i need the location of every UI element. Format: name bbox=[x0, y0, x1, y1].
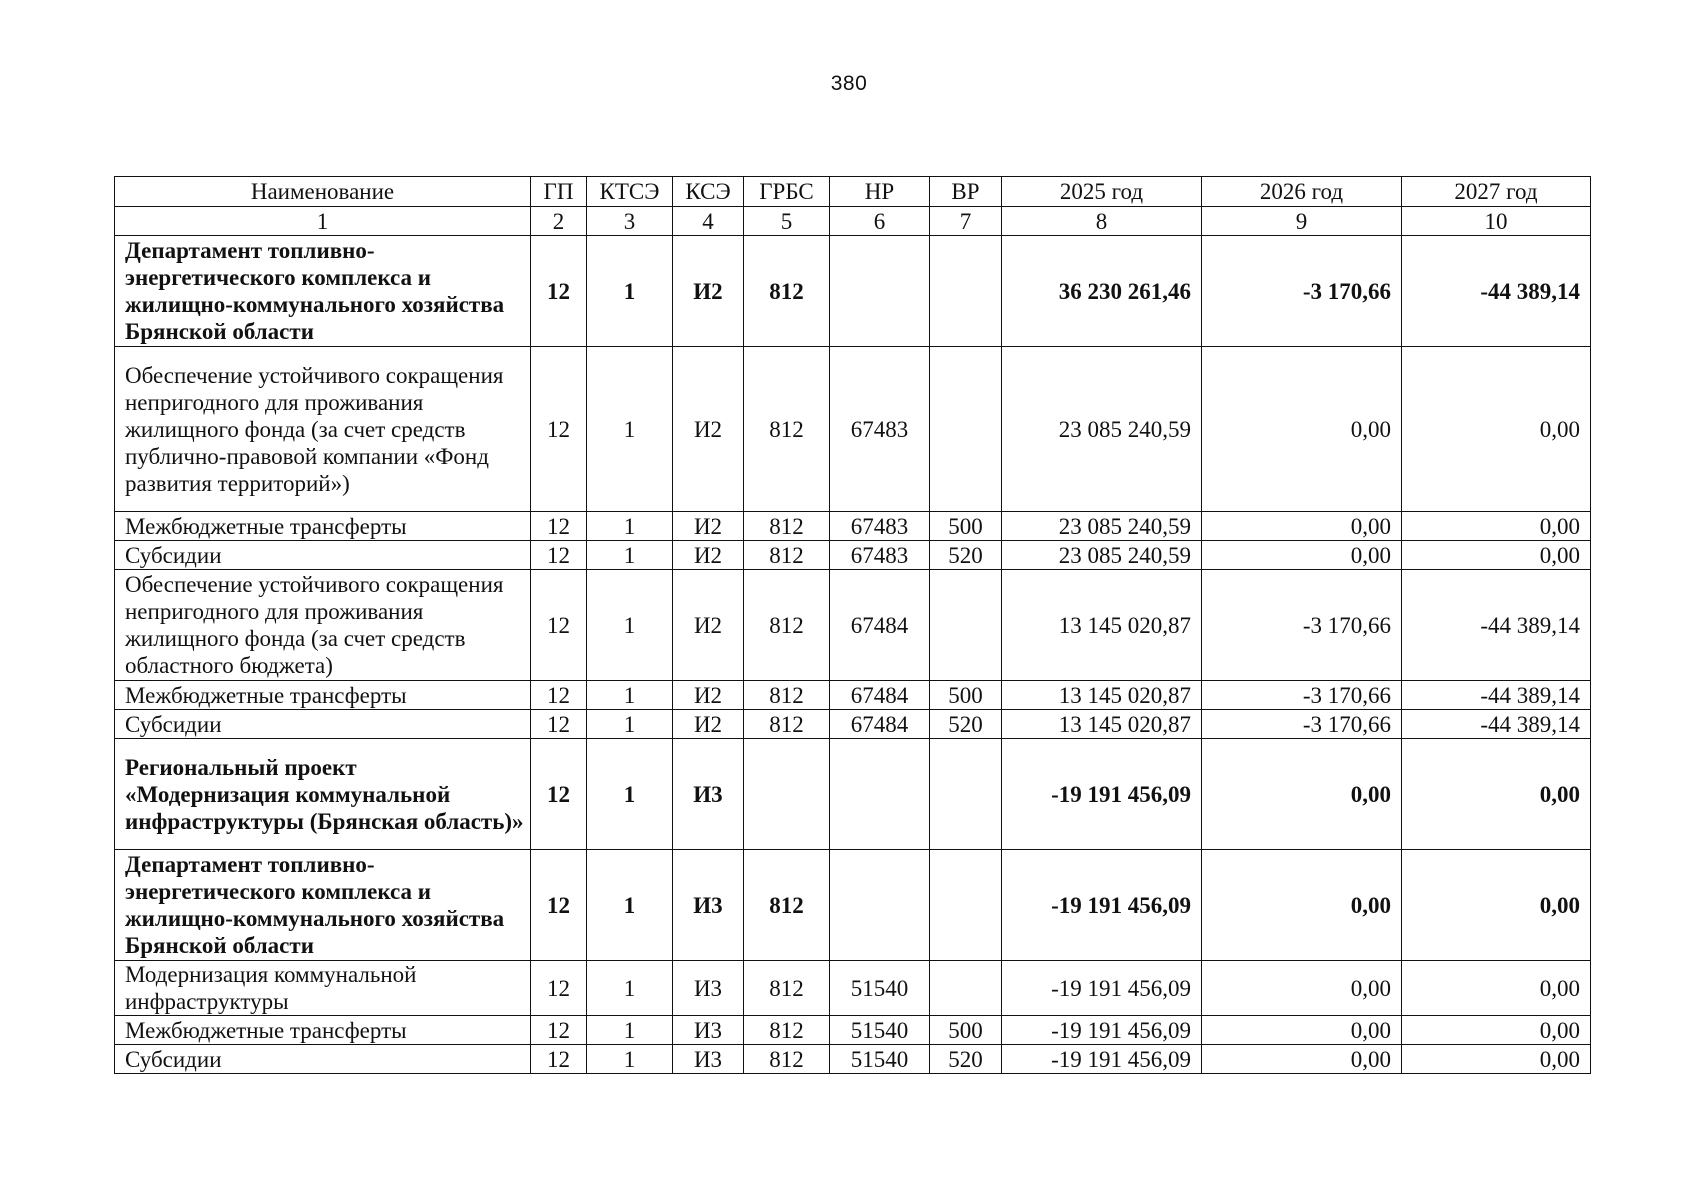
cell-name: Субсидии bbox=[115, 1045, 531, 1074]
cell-2025: 36 230 261,46 bbox=[1002, 236, 1202, 347]
column-number: 6 bbox=[830, 207, 930, 236]
column-number: 4 bbox=[673, 207, 744, 236]
column-number: 9 bbox=[1202, 207, 1402, 236]
cell-gp: 12 bbox=[531, 710, 587, 739]
table-row bbox=[115, 541, 1591, 570]
cell-2026: -3 170,66 bbox=[1202, 570, 1402, 681]
header-gp: ГП bbox=[531, 177, 587, 207]
cell-vr bbox=[930, 850, 1002, 961]
cell-nr: 67483 bbox=[830, 512, 930, 541]
column-number: 3 bbox=[587, 207, 673, 236]
cell-nr: 67484 bbox=[830, 570, 930, 681]
cell-name: Модернизация коммунальной инфраструктуры bbox=[115, 961, 531, 1016]
cell-2027: 0,00 bbox=[1402, 347, 1591, 512]
cell-2027: -44 389,14 bbox=[1402, 681, 1591, 710]
cell-2025: -19 191 456,09 bbox=[1002, 961, 1202, 1016]
column-number-row bbox=[115, 207, 1591, 236]
cell-ktse: 1 bbox=[587, 1016, 673, 1045]
cell-ktse: 1 bbox=[587, 570, 673, 681]
cell-vr bbox=[930, 739, 1002, 850]
cell-2027: 0,00 bbox=[1402, 961, 1591, 1016]
cell-2026: 0,00 bbox=[1202, 961, 1402, 1016]
cell-grbs: 812 bbox=[744, 1045, 830, 1074]
cell-gp: 12 bbox=[531, 512, 587, 541]
cell-2026: 0,00 bbox=[1202, 739, 1402, 850]
cell-name: Региональный проект «Модернизация коммунальной инфраструктуры (Брянская область)» bbox=[115, 739, 531, 850]
table-row bbox=[115, 347, 1591, 512]
cell-2027: -44 389,14 bbox=[1402, 570, 1591, 681]
cell-2025: 23 085 240,59 bbox=[1002, 541, 1202, 570]
table-row bbox=[115, 1045, 1591, 1074]
cell-grbs: 812 bbox=[744, 710, 830, 739]
cell-grbs: 812 bbox=[744, 570, 830, 681]
cell-kse: И3 bbox=[673, 739, 744, 850]
cell-ktse: 1 bbox=[587, 681, 673, 710]
header-nr: НР bbox=[830, 177, 930, 207]
cell-vr: 500 bbox=[930, 681, 1002, 710]
cell-nr: 67483 bbox=[830, 347, 930, 512]
cell-ktse: 1 bbox=[587, 961, 673, 1016]
cell-nr: 51540 bbox=[830, 961, 930, 1016]
cell-gp: 12 bbox=[531, 739, 587, 850]
cell-gp: 12 bbox=[531, 1045, 587, 1074]
cell-2027: 0,00 bbox=[1402, 850, 1591, 961]
cell-vr: 520 bbox=[930, 541, 1002, 570]
cell-ktse: 1 bbox=[587, 1045, 673, 1074]
column-number: 5 bbox=[744, 207, 830, 236]
budget-table bbox=[114, 176, 1591, 1074]
cell-nr bbox=[830, 236, 930, 347]
cell-2025: 23 085 240,59 bbox=[1002, 512, 1202, 541]
cell-2026: 0,00 bbox=[1202, 512, 1402, 541]
column-number: 2 bbox=[531, 207, 587, 236]
cell-grbs: 812 bbox=[744, 347, 830, 512]
cell-2025: -19 191 456,09 bbox=[1002, 1016, 1202, 1045]
cell-name: Обеспечение устойчивого сокращения непригодного для проживания жилищного фонда (за счет средств публично-правовой компании «Фонд развития территорий») bbox=[115, 347, 531, 512]
cell-name: Обеспечение устойчивого сокращения непригодного для проживания жилищного фонда (за счет средств областного бюджета) bbox=[115, 570, 531, 681]
cell-2026: 0,00 bbox=[1202, 850, 1402, 961]
cell-nr: 67484 bbox=[830, 681, 930, 710]
cell-name: Субсидии bbox=[115, 541, 531, 570]
cell-vr: 520 bbox=[930, 1045, 1002, 1074]
cell-gp: 12 bbox=[531, 850, 587, 961]
column-number: 7 bbox=[930, 207, 1002, 236]
cell-2025: 23 085 240,59 bbox=[1002, 347, 1202, 512]
cell-kse: И2 bbox=[673, 681, 744, 710]
cell-name: Субсидии bbox=[115, 710, 531, 739]
cell-nr: 51540 bbox=[830, 1045, 930, 1074]
cell-gp: 12 bbox=[531, 961, 587, 1016]
table-row bbox=[115, 710, 1591, 739]
cell-ktse: 1 bbox=[587, 739, 673, 850]
cell-2026: -3 170,66 bbox=[1202, 710, 1402, 739]
cell-kse: И3 bbox=[673, 961, 744, 1016]
cell-kse: И3 bbox=[673, 1045, 744, 1074]
table-row bbox=[115, 1016, 1591, 1045]
cell-vr: 520 bbox=[930, 710, 1002, 739]
cell-2026: 0,00 bbox=[1202, 1045, 1402, 1074]
cell-vr bbox=[930, 347, 1002, 512]
cell-grbs: 812 bbox=[744, 512, 830, 541]
cell-gp: 12 bbox=[531, 541, 587, 570]
cell-ktse: 1 bbox=[587, 710, 673, 739]
cell-nr: 51540 bbox=[830, 1016, 930, 1045]
cell-grbs: 812 bbox=[744, 681, 830, 710]
header-grbs: ГРБС bbox=[744, 177, 830, 207]
cell-nr: 67484 bbox=[830, 710, 930, 739]
cell-2026: -3 170,66 bbox=[1202, 236, 1402, 347]
header-kse: КСЭ bbox=[673, 177, 744, 207]
cell-ktse: 1 bbox=[587, 541, 673, 570]
cell-kse: И2 bbox=[673, 236, 744, 347]
column-number: 10 bbox=[1402, 207, 1591, 236]
cell-kse: И2 bbox=[673, 710, 744, 739]
cell-2025: 13 145 020,87 bbox=[1002, 710, 1202, 739]
cell-name: Департамент топливно-энергетического комплекса и жилищно-коммунального хозяйства Брянской области bbox=[115, 236, 531, 347]
cell-gp: 12 bbox=[531, 1016, 587, 1045]
cell-name: Межбюджетные трансферты bbox=[115, 1016, 531, 1045]
table-row bbox=[115, 236, 1591, 347]
cell-vr bbox=[930, 236, 1002, 347]
cell-2027: 0,00 bbox=[1402, 1016, 1591, 1045]
cell-grbs: 812 bbox=[744, 961, 830, 1016]
cell-2027: -44 389,14 bbox=[1402, 710, 1591, 739]
header-2026: 2026 год bbox=[1202, 177, 1402, 207]
cell-vr bbox=[930, 961, 1002, 1016]
cell-2026: 0,00 bbox=[1202, 541, 1402, 570]
cell-2027: 0,00 bbox=[1402, 739, 1591, 850]
cell-2026: -3 170,66 bbox=[1202, 681, 1402, 710]
header-name: Наименование bbox=[115, 177, 531, 207]
cell-name: Межбюджетные трансферты bbox=[115, 681, 531, 710]
cell-vr bbox=[930, 570, 1002, 681]
cell-ktse: 1 bbox=[587, 236, 673, 347]
cell-ktse: 1 bbox=[587, 347, 673, 512]
header-2025: 2025 год bbox=[1002, 177, 1202, 207]
cell-grbs: 812 bbox=[744, 850, 830, 961]
cell-vr: 500 bbox=[930, 512, 1002, 541]
cell-gp: 12 bbox=[531, 347, 587, 512]
cell-kse: И3 bbox=[673, 1016, 744, 1045]
cell-kse: И2 bbox=[673, 541, 744, 570]
header-ktse: КТСЭ bbox=[587, 177, 673, 207]
cell-kse: И3 bbox=[673, 850, 744, 961]
cell-nr bbox=[830, 739, 930, 850]
cell-grbs: 812 bbox=[744, 541, 830, 570]
cell-nr: 67483 bbox=[830, 541, 930, 570]
table-row bbox=[115, 570, 1591, 681]
header-2027: 2027 год bbox=[1402, 177, 1591, 207]
column-number: 1 bbox=[115, 207, 531, 236]
table-row bbox=[115, 512, 1591, 541]
cell-kse: И2 bbox=[673, 570, 744, 681]
cell-name: Межбюджетные трансферты bbox=[115, 512, 531, 541]
cell-vr: 500 bbox=[930, 1016, 1002, 1045]
cell-name: Департамент топливно-энергетического комплекса и жилищно-коммунального хозяйства Брянской области bbox=[115, 850, 531, 961]
cell-2025: 13 145 020,87 bbox=[1002, 681, 1202, 710]
cell-2025: -19 191 456,09 bbox=[1002, 739, 1202, 850]
cell-2027: 0,00 bbox=[1402, 541, 1591, 570]
cell-2027: -44 389,14 bbox=[1402, 236, 1591, 347]
cell-kse: И2 bbox=[673, 512, 744, 541]
cell-2027: 0,00 bbox=[1402, 512, 1591, 541]
cell-kse: И2 bbox=[673, 347, 744, 512]
cell-grbs bbox=[744, 739, 830, 850]
cell-ktse: 1 bbox=[587, 512, 673, 541]
cell-2026: 0,00 bbox=[1202, 347, 1402, 512]
column-number: 8 bbox=[1002, 207, 1202, 236]
cell-gp: 12 bbox=[531, 570, 587, 681]
header-row bbox=[115, 177, 1591, 207]
table-row bbox=[115, 850, 1591, 961]
table-row bbox=[115, 739, 1591, 850]
cell-2027: 0,00 bbox=[1402, 1045, 1591, 1074]
header-vr: ВР bbox=[930, 177, 1002, 207]
cell-2025: -19 191 456,09 bbox=[1002, 850, 1202, 961]
cell-gp: 12 bbox=[531, 681, 587, 710]
cell-grbs: 812 bbox=[744, 236, 830, 347]
cell-ktse: 1 bbox=[587, 850, 673, 961]
page-number: 380 bbox=[830, 72, 868, 95]
cell-gp: 12 bbox=[531, 236, 587, 347]
cell-2026: 0,00 bbox=[1202, 1016, 1402, 1045]
cell-2025: 13 145 020,87 bbox=[1002, 570, 1202, 681]
cell-2025: -19 191 456,09 bbox=[1002, 1045, 1202, 1074]
table-row bbox=[115, 961, 1591, 1016]
table-row bbox=[115, 681, 1591, 710]
cell-nr bbox=[830, 850, 930, 961]
cell-grbs: 812 bbox=[744, 1016, 830, 1045]
